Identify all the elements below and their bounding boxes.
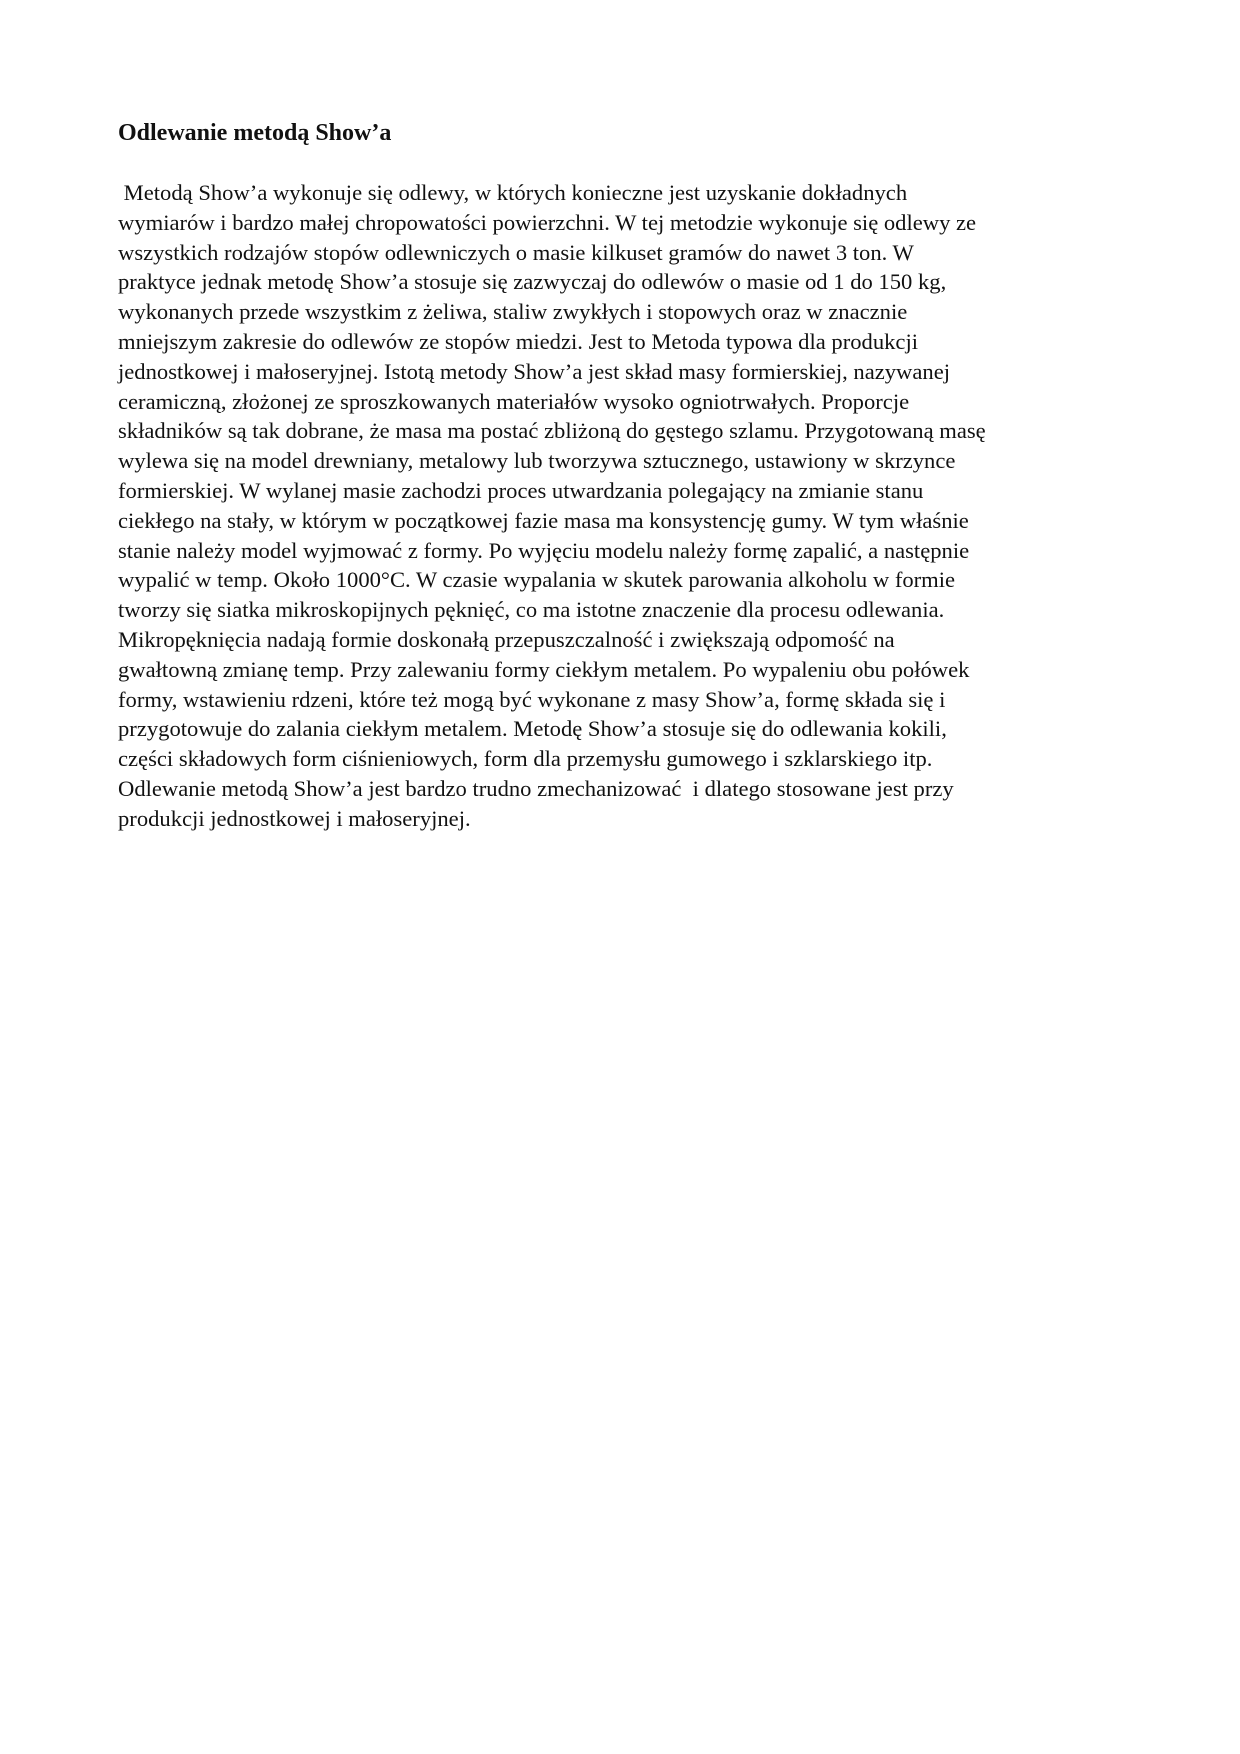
body-line: wypalić w temp. Około 1000°C. W czasie wypalania w skutek parowania alkoholu w formie	[118, 567, 956, 593]
document-title: Odlewanie metodą Show’a	[118, 120, 392, 146]
body-line: przygotowuje do zalania ciekłym metalem. Metodę Show’a stosuje się do odlewania kokili,	[118, 716, 947, 742]
body-line: wykonanych przede wszystkim z żeliwa, staliw zwykłych i stopowych oraz w znacznie	[118, 299, 908, 325]
body-line: jednostkowej i małoseryjnej. Istotą metody Show’a jest skład masy formierskiej, nazywanej	[118, 358, 951, 384]
document-body	[118, 178, 1128, 834]
body-line: Odlewanie metodą Show’a jest bardzo trudno zmechanizować i dlatego stosowane jest przy	[118, 775, 954, 801]
body-line: tworzy się siatka mikroskopijnych pęknięć, co ma istotne znaczenie dla procesu odlewania.	[118, 597, 945, 623]
body-line: wymiarów i bardzo małej chropowatości powierzchni. W tej metodzie wykonuje się odlewy ze	[118, 209, 977, 235]
body-line: ciekłego na stały, w którym w początkowej fazie masa ma konsystencję gumy. W tym właśnie	[118, 507, 969, 533]
body-line: produkcji jednostkowej i małoseryjnej.	[118, 805, 471, 831]
body-line: składników są tak dobrane, że masa ma postać zbliżoną do gęstego szlamu. Przygotowaną masę	[118, 418, 986, 444]
body-line: stanie należy model wyjmować z formy. Po wyjęciu modelu należy formę zapalić, a następnie	[118, 537, 970, 563]
body-line: Metodą Show’a wykonuje się odlewy, w których konieczne jest uzyskanie dokładnych	[118, 180, 908, 205]
body-line: ceramiczną, złożonej ze sproszkowanych materiałów wysoko ogniotrwałych. Proporcje	[118, 388, 910, 414]
body-line: części składowych form ciśnieniowych, form dla przemysłu gumowego i szklarskiego itp.	[118, 746, 933, 772]
body-line: wylewa się na model drewniany, metalowy lub tworzywa sztucznego, ustawiony w skrzynce	[118, 448, 956, 474]
body-line: wszystkich rodzajów stopów odlewniczych o masie kilkuset gramów do nawet 3 ton. W	[118, 239, 914, 265]
body-line: mniejszym zakresie do odlewów ze stopów miedzi. Jest to Metoda typowa dla produkcji	[118, 328, 919, 354]
body-line: formierskiej. W wylanej masie zachodzi proces utwardzania polegający na zmianie stanu	[118, 477, 924, 503]
body-line: praktyce jednak metodę Show’a stosuje się zazwyczaj do odlewów o masie od 1 do 150 kg,	[118, 269, 947, 295]
body-line: Mikropęknięcia nadają formie doskonałą przepuszczalność i zwiększają odpomość na	[118, 626, 895, 652]
body-line: formy, wstawieniu rdzeni, które też mogą być wykonane z masy Show’a, formę składa się i	[118, 686, 946, 712]
body-line: gwałtowną zmianę temp. Przy zalewaniu formy ciekłym metalem. Po wypaleniu obu połówek	[118, 656, 970, 682]
